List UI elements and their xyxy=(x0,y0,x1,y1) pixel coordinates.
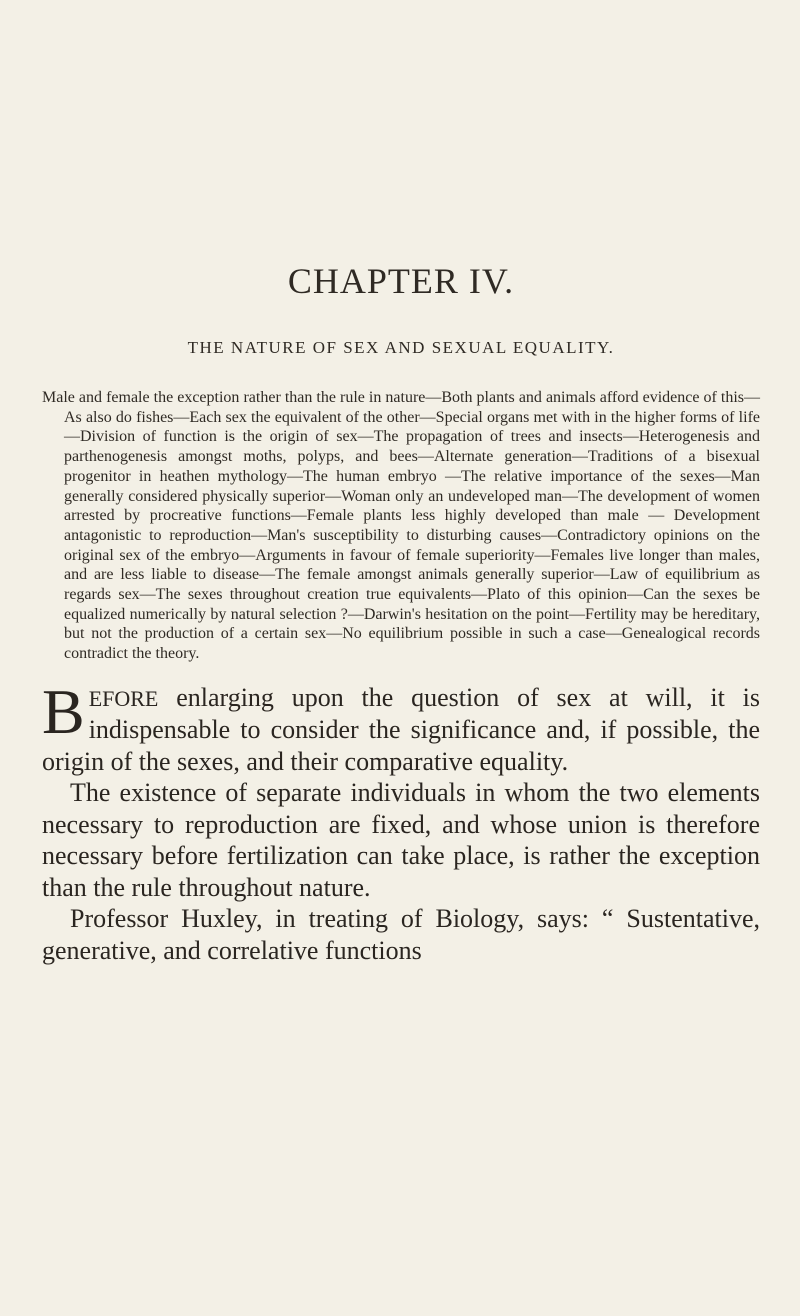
chapter-summary: Male and female the exception rather than the rule in nature—Both plants and animals afford evidence of this—As also do fishes—Each sex the equivalent of the other—Special organs met with in the higher forms of life—Division of function is the origin of sex—The propagation of trees and insects—Heterogenesis and parthenogenesis amongst moths, polyps, and bees—Alternate generation—Traditions of a bisexual progenitor in heathen mythology—The human embryo —The relative importance of the sexes—Man generally considered physically superior—Woman only an undeveloped man—The development of women arrested by procreative functions—Female plants less highly developed than male — Development antagonistic to reproduction—Man's susceptibility to disturbing causes—Contradictory opinions on the original sex of the embryo—Arguments in favour of female superiority—Females live longer than males, and are less liable to disease—The female amongst animals generally superior—Law of equilibrium as regards sex—The sexes throughout creation true equivalents—Plato of this opinion—Can the sexes be equalized numerically by natural selection ?—Darwin's hesitation on the point—Fertility may be hereditary, but not the production of a certain sex—No equilibrium possible in such a case—Genealogical records contradict the theory. xyxy=(42,389,760,663)
paragraph-1-text: enlarging upon the question of sex at will, it is indispensable to consider the significance and, if possible, the origin of the sexes, and their comparative equality. xyxy=(42,682,760,776)
drop-cap: B xyxy=(42,675,85,747)
paragraph-1 xyxy=(42,675,760,778)
section-title: THE NATURE OF SEX AND SEXUAL EQUALITY. xyxy=(187,338,615,357)
paragraph-2: The existence of separate individuals in whom the two elements necessary to reproduction are fixed, and whose union is therefore necessary before fertilization can take place, is rather the exception than the rule throughout nature. xyxy=(42,778,760,902)
paragraph-3: Professor Huxley, in treating of Biology, says: “ Sustentative, generative, and correlative functions xyxy=(42,904,760,965)
chapter-title: CHAPTER IV. xyxy=(287,261,515,301)
first-word-rest: EFORE xyxy=(88,685,159,711)
